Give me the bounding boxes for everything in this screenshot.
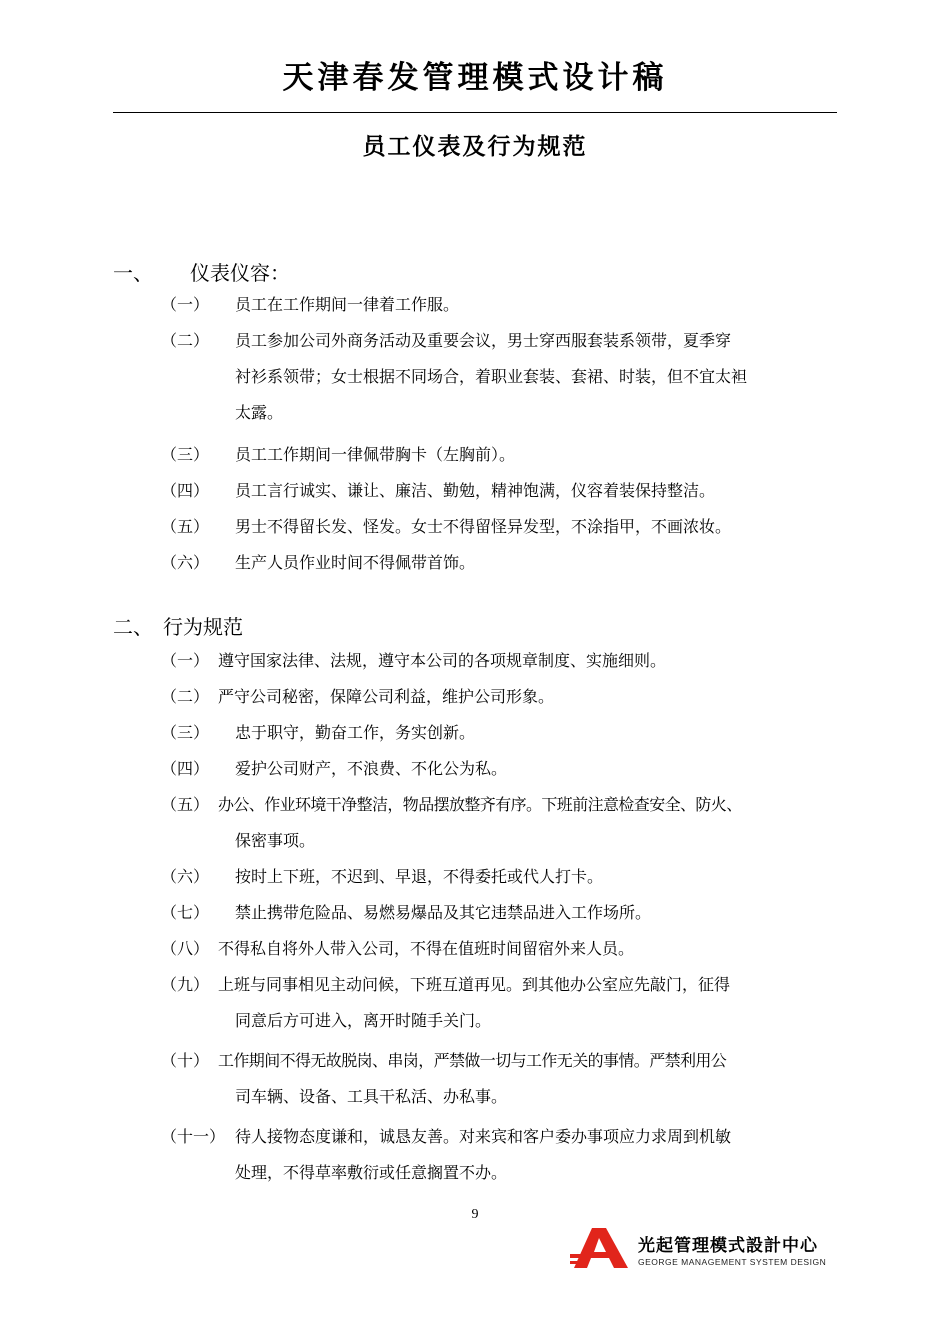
item-text: 工作期间不得无故脱岗、串岗，严禁做一切与工作无关的事情。严禁利用公 [218, 1051, 727, 1070]
section-title: 员工仪表及行为规范 [362, 134, 588, 160]
item-number: （一） [161, 295, 210, 314]
part1-title: 仪表仪容： [190, 261, 290, 285]
page-number: 9 [471, 1207, 479, 1222]
list-item [161, 715, 841, 751]
item-number: （六） [161, 553, 210, 572]
item-text-continued: 保密事项。 [235, 831, 316, 850]
part2-title: 行为规范 [163, 615, 243, 639]
part1-number: 一、 [113, 261, 153, 285]
item-text-continued: 同意后方可进入，离开时随手关门。 [235, 1011, 492, 1030]
list-item [161, 437, 841, 473]
list-item [161, 1043, 841, 1115]
item-number: （六） [161, 867, 210, 886]
item-number: （八） [161, 939, 210, 958]
item-text: 按时上下班，不迟到、早退，不得委托或代人打卡。 [235, 867, 604, 886]
item-text: 员工参加公司外商务活动及重要会议，男士穿西服套装系领带，夏季穿 [235, 331, 732, 350]
item-number: （四） [161, 759, 210, 778]
item-text: 禁止携带危险品、易燃易爆品及其它违禁品进入工作场所。 [235, 903, 652, 922]
item-number: （一） [161, 651, 210, 670]
list-item [161, 895, 841, 931]
item-text: 生产人员作业时间不得佩带首饰。 [235, 553, 476, 572]
item-number: （十一） [161, 1127, 226, 1146]
item-number: （五） [161, 795, 210, 814]
item-number: （十） [161, 1051, 210, 1070]
item-text-continued: 司车辆、设备、工具干私活、办私事。 [235, 1087, 508, 1106]
item-number: （二） [161, 331, 210, 350]
logo-english-name: GEORGE MANAGEMENT SYSTEM DESIGN [638, 1257, 827, 1267]
item-number: （三） [161, 723, 210, 742]
list-item [161, 1119, 841, 1191]
document-title: 天津春发管理模式设计稿 [282, 60, 668, 96]
logo-chinese-name: 光起管理模式設計中心 [638, 1236, 818, 1256]
list-item [161, 323, 841, 431]
item-number: （五） [161, 517, 210, 536]
item-text: 办公、作业环境干净整洁，物品摆放整齐有序。下班前注意检查安全、防火、 [218, 795, 742, 814]
item-text: 员工在工作期间一律着工作服。 [235, 295, 460, 314]
item-text: 爱护公司财产，不浪费、不化公为私。 [235, 759, 508, 778]
list-item [161, 287, 841, 323]
item-text-continued: 衬衫系领带；女士根据不同场合，着职业套装、套裙、时装，但不宜太袒 [235, 367, 748, 386]
item-number: （九） [161, 975, 210, 994]
list-item [161, 859, 841, 895]
list-item [161, 679, 841, 715]
item-text-continued: 处理，不得草率敷衍或任意搁置不办。 [235, 1163, 508, 1182]
item-text: 员工工作期间一律佩带胸卡（左胸前）。 [235, 445, 516, 464]
list-item [161, 509, 841, 545]
item-text: 员工言行诚实、谦让、廉洁、勤勉，精神饱满，仪容着装保持整洁。 [235, 481, 716, 500]
item-text: 遵守国家法律、法规，遵守本公司的各项规章制度、实施细则。 [218, 651, 667, 670]
item-number: （七） [161, 903, 210, 922]
item-text: 男士不得留长发、怪发。女士不得留怪异发型，不涂指甲，不画浓妆。 [235, 517, 732, 536]
item-text: 待人接物态度谦和，诚恳友善。对来宾和客户委办事项应力求周到机敏 [235, 1127, 732, 1146]
item-text-continued: 太露。 [235, 403, 284, 422]
list-item [161, 545, 841, 581]
item-number: （三） [161, 445, 210, 464]
list-item [161, 643, 841, 679]
list-item [161, 473, 841, 509]
list-item [161, 931, 841, 967]
part2-number: 二、 [113, 615, 153, 639]
item-text: 忠于职守，勤奋工作，务实创新。 [235, 723, 476, 742]
item-text: 严守公司秘密，保障公司利益，维护公司形象。 [218, 687, 555, 706]
item-text: 不得私自将外人带入公司，不得在值班时间留宿外来人员。 [218, 939, 635, 958]
part2-heading [113, 611, 243, 640]
list-item [161, 967, 841, 1039]
item-number: （四） [161, 481, 210, 500]
item-number: （二） [161, 687, 210, 706]
list-item [161, 787, 841, 859]
list-item [161, 751, 841, 787]
logo-a-icon [570, 1226, 632, 1270]
company-logo [570, 1226, 840, 1272]
title-divider [113, 112, 837, 113]
part1-heading [113, 257, 290, 286]
item-text: 上班与同事相见主动问候，下班互道再见。到其他办公室应先敲门，征得 [218, 975, 731, 994]
